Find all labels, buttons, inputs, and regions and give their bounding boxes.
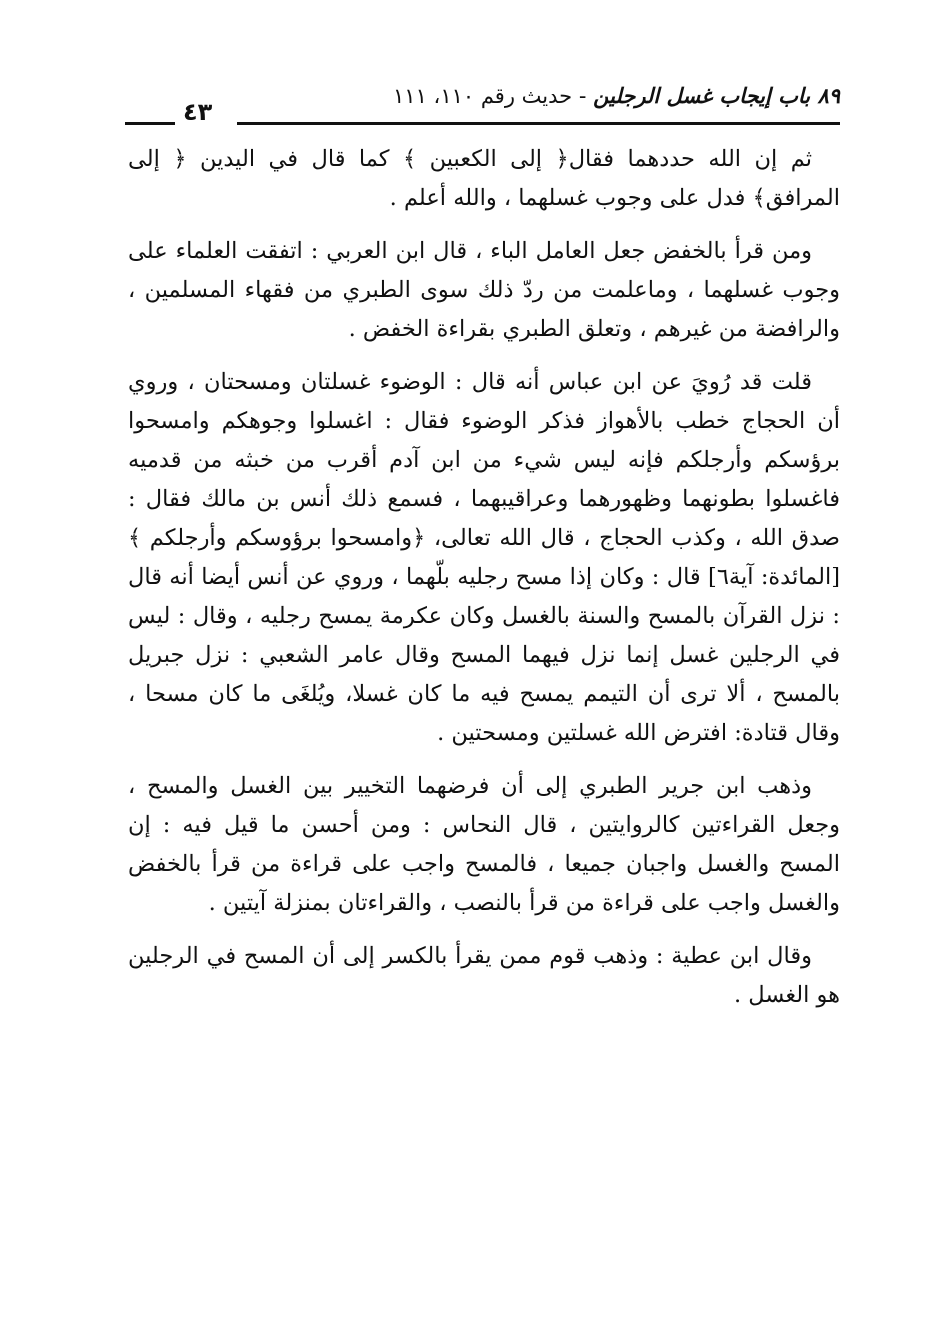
hadith-reference: حديث رقم ١١٠، ١١١: [393, 84, 573, 108]
title-separator: -: [572, 84, 594, 108]
paragraph-1: ثم إن الله حددهما فقال﴿ إلى الكعبين ﴾ كما قال في اليدين ﴿ إلى المرافق﴾ فدل على وجوب غسلهما ، والله أعلم .: [128, 146, 840, 211]
paragraph-3: قلت قد رُويَ عن ابن عباس أنه قال : الوضوء غسلتان ومسحتان ، وروي أن الحجاج خطب بالأهواز فذكر الوضوء فقال : اغسلوا وجوهكم وامسحوا برؤسكم وأرجلكم فإنه ليس شيء من ابن آدم أقرب من خبثه من قدميه فاغسلوا بطونهما وظهورهما وعراقيبهما ، فسمع ذلك أنس بن مالك فقال : صدق الله ، وكذب الحجاج ، قال الله تعالى، ﴿وامسحوا برؤوسكم وأرجلكم ﴾ [المائدة: آية٦] قال : وكان إذا مسح رجليه بلّهما ، وروي عن أنس أيضا أنه قال : نزل القرآن بالمسح والسنة بالغسل وكان عكرمة يمسح رجليه ، وقال : ليس في الرجلين غسل إنما نزل فيهما المسح وقال عامر الشعبي : نزل جبريل بالمسح ، ألا ترى أن التيمم يمسح فيه ما كان غسلا، ويُلغَى ما كان مسحا ، وقال قتادة: افترض الله غسلتين ومسحتين .: [128, 369, 841, 746]
paragraph-4: وذهب ابن جرير الطبري إلى أن فرضهما التخيير بين الغسل والمسح ، وجعل القراءتين كالروايتين ، قال النحاس : ومن أحسن ما قيل فيه : إن المسح والغسل واجبان جميعا ، فالمسح واجب على قراءة من قرأ بالخفض والغسل واجب على قراءة من قرأ بالنصب ، والقراءتان بمنزلة آيتين .: [128, 773, 840, 916]
header-rule-left: [125, 122, 175, 125]
page-header: [125, 80, 840, 140]
chapter-title: ٨٩ باب إيجاب غسل الرجلين: [593, 84, 840, 108]
header-rule-right: [237, 122, 840, 125]
page-number: ٤٣: [183, 98, 213, 126]
paragraph-2: ومن قرأ بالخفض جعل العامل الباء ، قال ابن العربي : اتفقت العلماء على وجوب غسلهما ، وماعلمت من ردّ ذلك سوى الطبري من فقهاء المسلمين ، والرافضة من غيرهم ، وتعلق الطبري بقراءة الخفض .: [128, 238, 840, 342]
running-title: [393, 84, 840, 108]
main-text: [128, 140, 840, 1029]
paragraph-5: وقال ابن عطية : وذهب قوم ممن يقرأ بالكسر إلى أن المسح في الرجلين هو الغسل .: [128, 943, 840, 1008]
